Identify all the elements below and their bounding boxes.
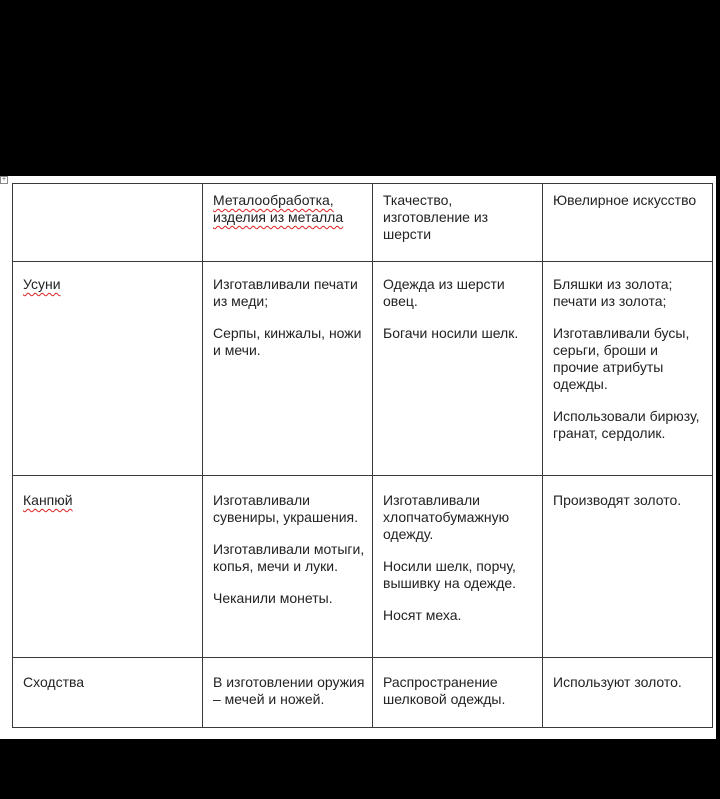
row-label: Канпюй xyxy=(23,492,73,508)
cell-paragraph: Одежда из шерсти овец. xyxy=(383,276,505,309)
table-cell xyxy=(373,658,543,728)
header-label: Ткачество, изготовление из шерсти xyxy=(383,192,489,242)
table-row-kanpyui xyxy=(13,476,713,658)
table-cell xyxy=(543,476,713,658)
cell-paragraph: Бляшки из золота; печати из золота; xyxy=(553,276,673,309)
table-cell xyxy=(373,262,543,476)
table-row-similarities xyxy=(13,658,713,728)
cell-paragraph: Изготавливали бусы, серьги, броши и прочие атрибуты одежды. xyxy=(553,325,690,392)
row-label: Усуни xyxy=(23,276,61,292)
header-label: Ювелирное искусство xyxy=(553,192,697,208)
table-row-usuni xyxy=(13,262,713,476)
table-cell xyxy=(203,262,373,476)
comparison-table xyxy=(12,183,713,728)
cell-paragraph: Использовали бирюзу, гранат, сердолик. xyxy=(553,408,700,441)
table-cell xyxy=(543,262,713,476)
table-header-row xyxy=(13,184,713,262)
table-move-handle-icon[interactable]: + xyxy=(1,176,7,183)
cell-paragraph: Распространение шелковой одежды. xyxy=(383,674,506,707)
cell-paragraph: Изготавливали сувениры, украшения. xyxy=(213,492,358,525)
table-cell xyxy=(373,476,543,658)
cell-paragraph: Носили шелк, порчу, вышивку на одежде. xyxy=(383,558,517,591)
header-cell-empty xyxy=(13,184,203,262)
cell-paragraph: Изготавливали печати из меди; xyxy=(213,276,358,309)
cell-paragraph: Изготавливали мотыги, копья, мечи и луки. xyxy=(213,541,365,574)
header-cell-weaving xyxy=(373,184,543,262)
cell-paragraph: Производят золото. xyxy=(553,492,682,508)
cell-paragraph: Чеканили монеты. xyxy=(213,590,333,606)
cell-paragraph: Изготавливали хлопчатобумажную одежду. xyxy=(383,492,510,542)
table-cell xyxy=(543,658,713,728)
cell-paragraph: Богачи носили шелк. xyxy=(383,325,519,341)
header-cell-jewelry xyxy=(543,184,713,262)
table-cell xyxy=(203,476,373,658)
cell-paragraph: Используют золото. xyxy=(553,674,682,690)
cell-paragraph: В изготовлении оружия – мечей и ножей. xyxy=(213,674,365,707)
document-page xyxy=(0,176,716,739)
row-label-cell xyxy=(13,262,203,476)
row-label: Сходства xyxy=(23,674,85,690)
table-cell xyxy=(203,658,373,728)
cell-paragraph: Серпы, кинжалы, ножи и мечи. xyxy=(213,325,362,358)
row-label-cell xyxy=(13,476,203,658)
cell-paragraph: Носят меха. xyxy=(383,607,462,623)
header-cell-metalwork xyxy=(203,184,373,262)
row-label-cell xyxy=(13,658,203,728)
header-label: Металообработка, изделия из металла xyxy=(213,192,344,225)
